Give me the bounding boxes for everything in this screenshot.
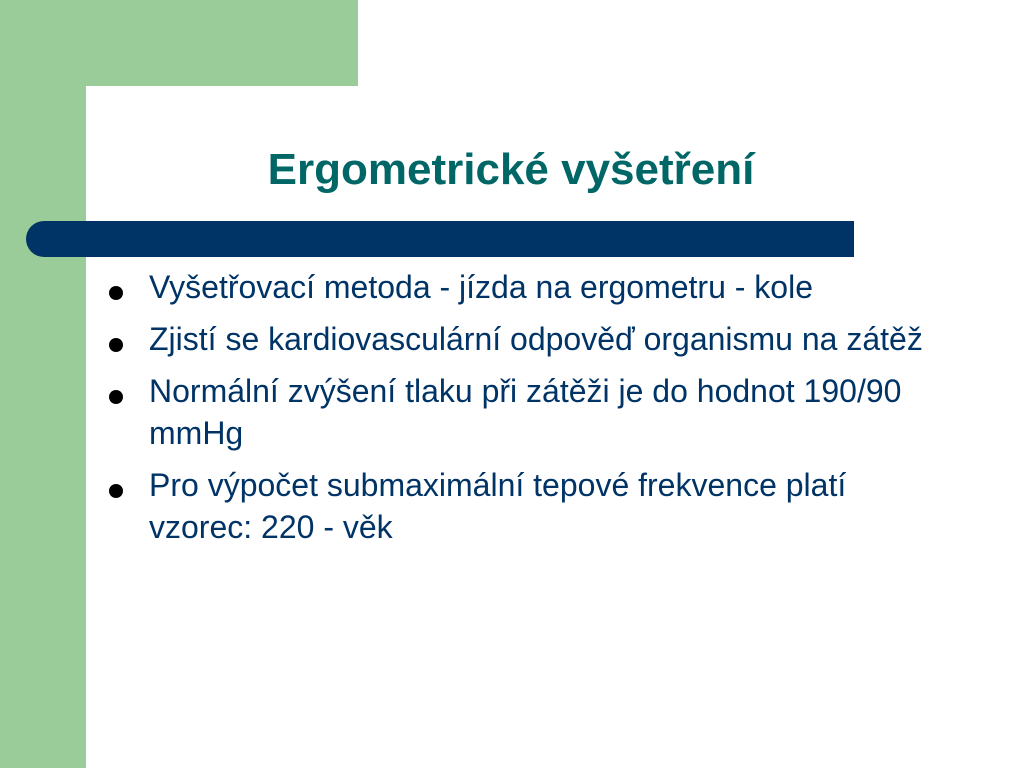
bullet-text: Vyšetřovací metoda - jízda na ergometru - kole <box>149 269 813 305</box>
bullet-item <box>104 318 954 360</box>
bullet-list <box>104 266 954 558</box>
bullet-item <box>104 266 954 308</box>
bullet-text: Normální zvýšení tlaku při zátěži je do hodnot 190/90 mmHg <box>149 373 902 451</box>
left-green-decoration <box>0 0 86 768</box>
bullet-dot-icon <box>109 286 123 300</box>
bullet-dot-icon <box>109 338 123 352</box>
bullet-item <box>104 464 954 548</box>
bullet-dot-icon <box>109 484 123 498</box>
top-green-decoration <box>0 0 358 86</box>
bullet-text: Zjistí se kardiovasculární odpověď organismu na zátěž <box>149 321 923 357</box>
bullet-text: Pro výpočet submaximální tepové frekvence platí vzorec: 220 - věk <box>149 467 847 545</box>
bullet-dot-icon <box>109 390 123 404</box>
bullet-item <box>104 370 954 454</box>
slide-title: Ergometrické vyšetření <box>267 145 755 194</box>
title-underline-band <box>26 221 854 257</box>
